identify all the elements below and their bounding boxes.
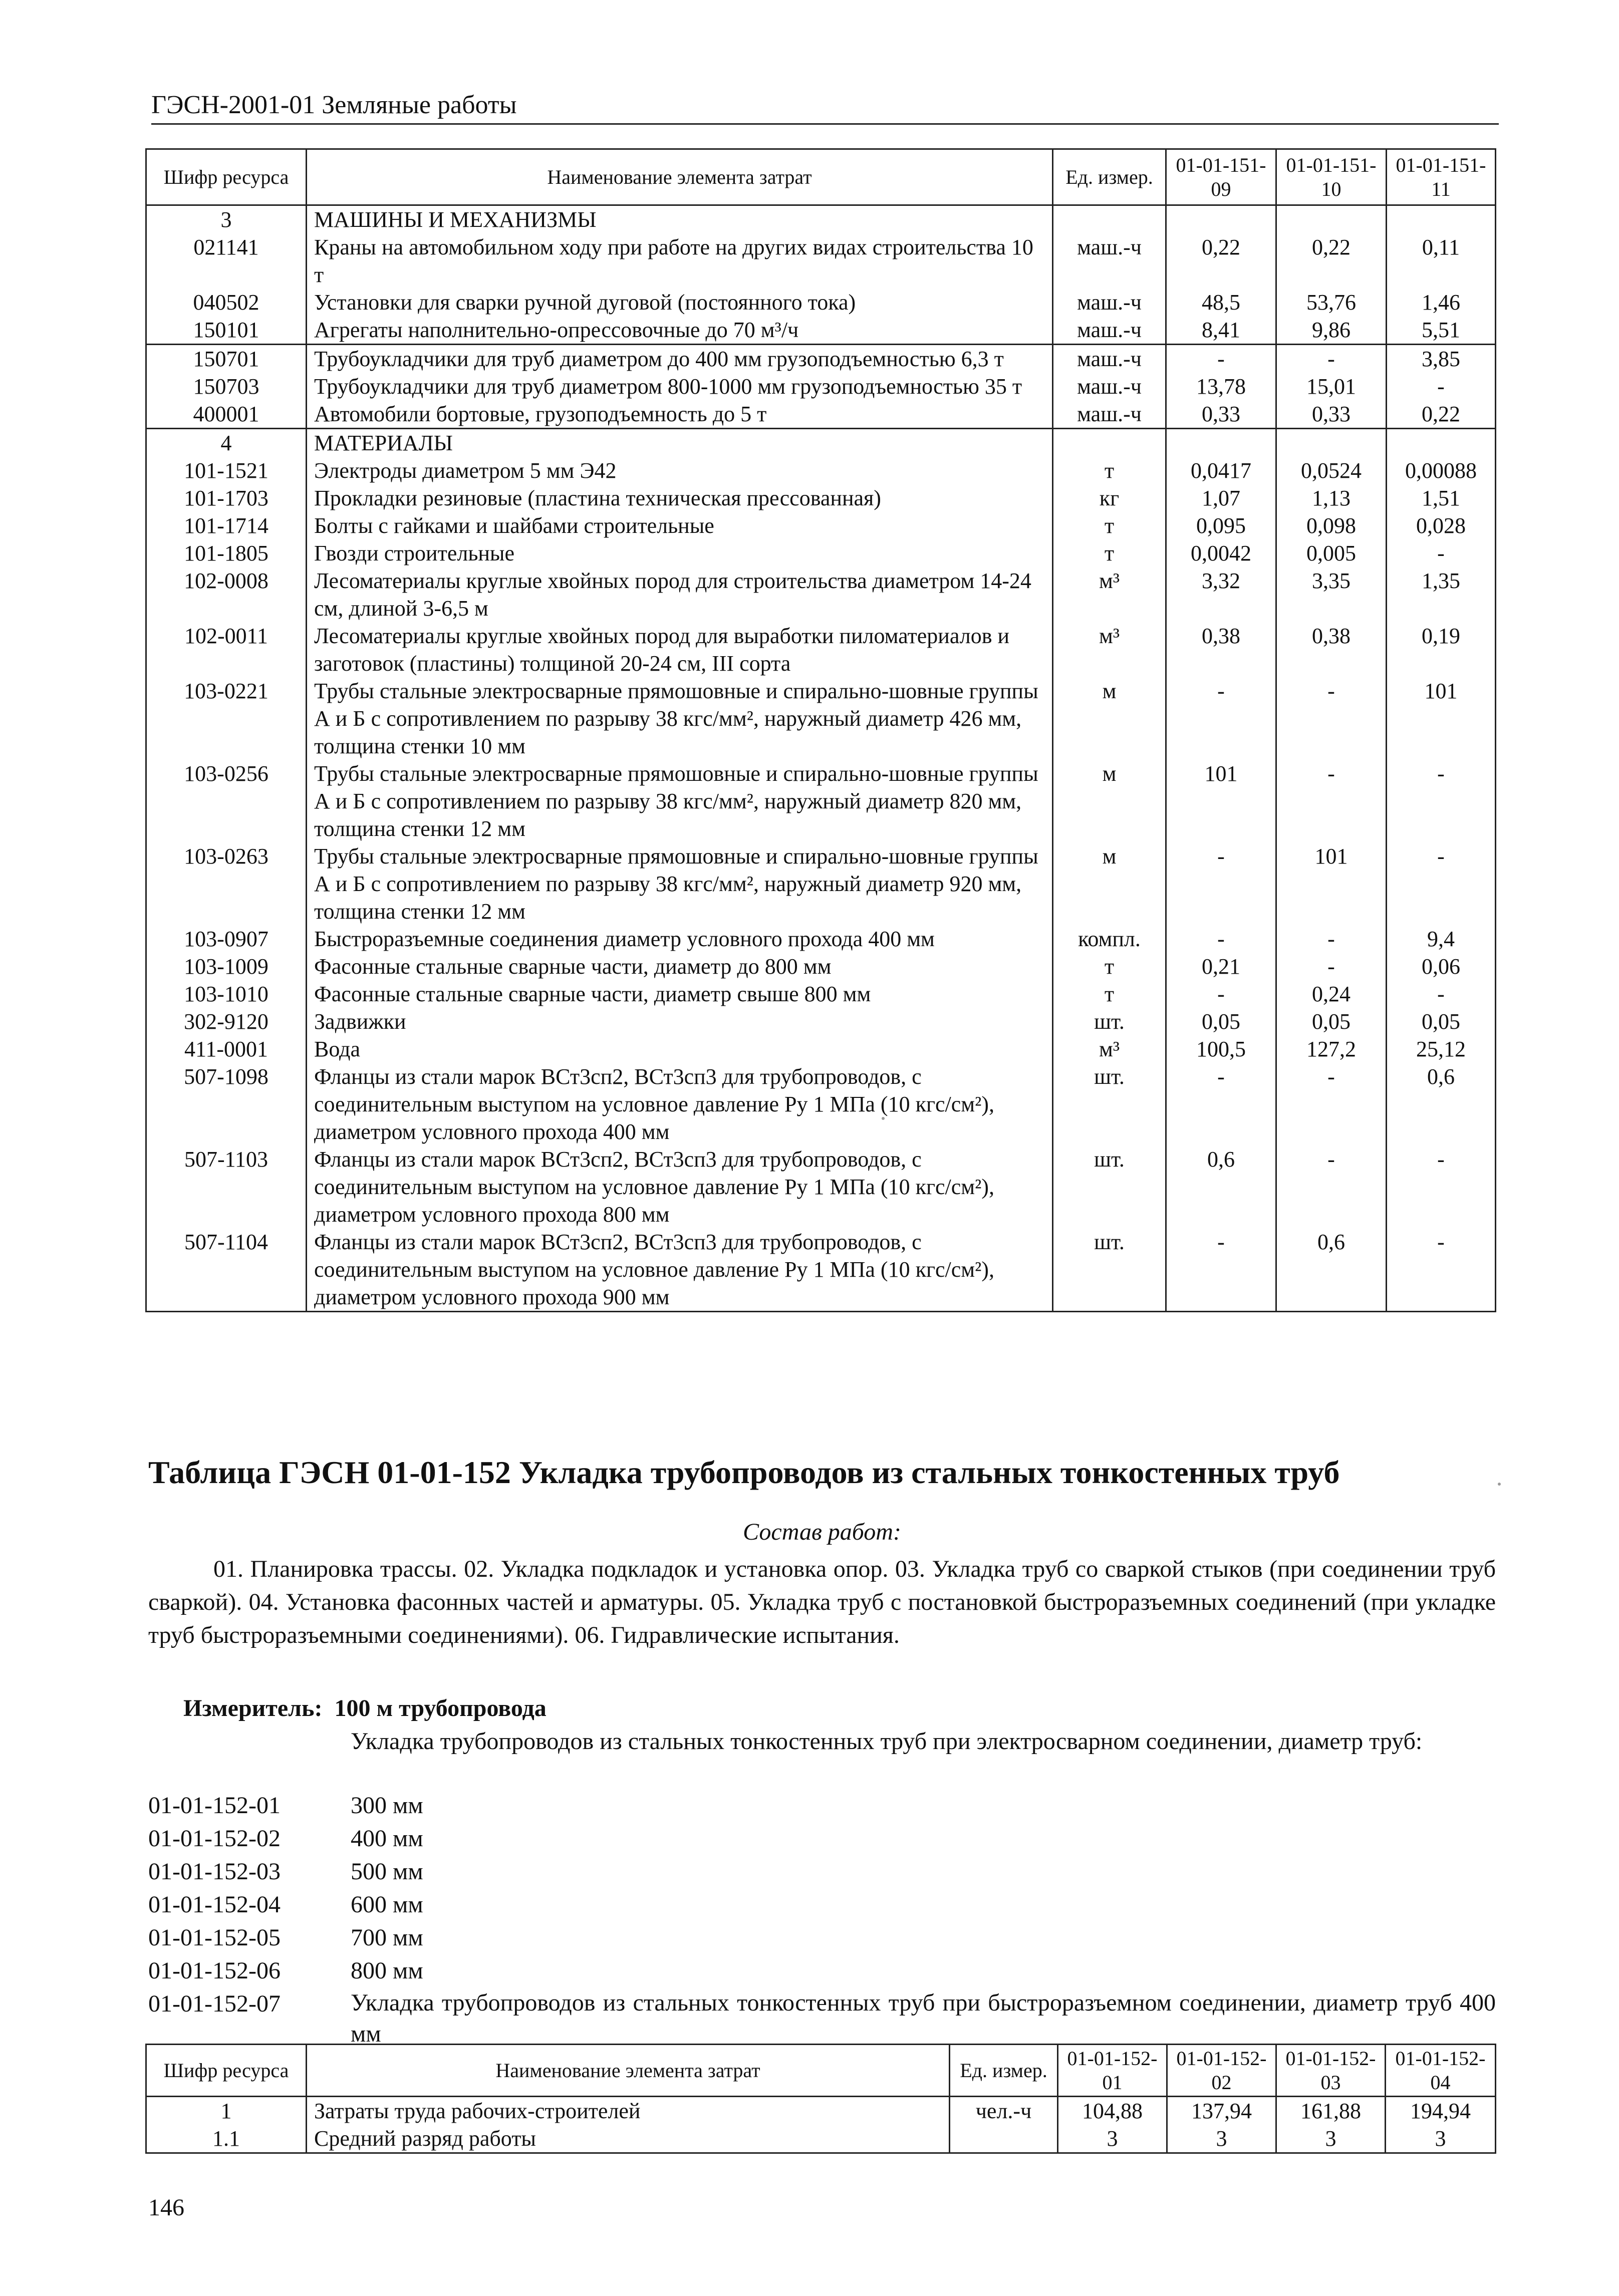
norm-code-item	[148, 1954, 423, 1987]
norm-value: 3	[1386, 2125, 1496, 2153]
unit: маш.-ч	[1053, 400, 1166, 429]
unit: шт.	[1053, 1063, 1166, 1145]
empty-cell	[1053, 205, 1166, 234]
norm-value: 9,86	[1276, 316, 1387, 345]
empty-cell	[1387, 429, 1496, 457]
norm-value: 3,85	[1387, 345, 1496, 373]
norm-value: 1,46	[1387, 289, 1496, 316]
norm-value: 25,12	[1387, 1035, 1496, 1063]
col-header-norm: 01-01-152-02	[1167, 2045, 1276, 2097]
pipe-diameter: 700 мм	[351, 1924, 423, 1951]
norm-value: 3	[1058, 2125, 1167, 2153]
norm-value: -	[1387, 842, 1496, 925]
norm-value: 0,24	[1276, 980, 1387, 1008]
meter-value: 100 м трубопровода	[334, 1695, 547, 1721]
norm-value: -	[1387, 373, 1496, 400]
norm-value: 101	[1166, 760, 1276, 842]
norm-value: -	[1387, 760, 1496, 842]
resource-code: 101-1703	[146, 484, 307, 512]
description-electrowelded: Укладка трубопроводов из стальных тонкостенных труб при электросварном соединении, диаметр труб:	[351, 1728, 1423, 1755]
norm-value: 1,35	[1387, 567, 1496, 622]
table-row	[146, 953, 1496, 980]
norm-code-list	[148, 1789, 423, 1987]
norm-value: 0,0042	[1166, 539, 1276, 567]
norm-code-item	[148, 1921, 423, 1954]
resource-code: 103-0907	[146, 925, 307, 953]
norm-code: 01-01-152-01	[148, 1792, 281, 1819]
norm-value: 0,19	[1387, 622, 1496, 677]
resource-name: Прокладки резиновые (пластина техническая прессованная)	[307, 484, 1053, 512]
table-row	[146, 760, 1496, 842]
resource-code: 103-0263	[146, 842, 307, 925]
table-body	[146, 2097, 1496, 2153]
empty-cell	[1166, 429, 1276, 457]
resource-name: Установки для сварки ручной дуговой (постоянного тока)	[307, 289, 1053, 316]
unit: т	[1053, 512, 1166, 539]
norm-value: -	[1166, 345, 1276, 373]
table-header	[146, 149, 1496, 205]
norm-value: 0,33	[1276, 400, 1387, 429]
norm-value: 0,6	[1166, 1145, 1276, 1228]
table-row	[146, 539, 1496, 567]
table-row	[146, 233, 1496, 289]
norm-value: 101	[1387, 677, 1496, 760]
table-row	[146, 677, 1496, 760]
table-row	[146, 400, 1496, 429]
norm-value: 3	[1167, 2125, 1276, 2153]
norm-value: 1,07	[1166, 484, 1276, 512]
meter-line	[183, 1693, 547, 1724]
norm-value: 5,51	[1387, 316, 1496, 345]
resource-name: Автомобили бортовые, грузоподъемность до 5 т	[307, 400, 1053, 429]
norm-value: 0,095	[1166, 512, 1276, 539]
running-header: ГЭСН-2001-01 Земляные работы	[151, 89, 1499, 125]
norm-value: -	[1276, 1145, 1387, 1228]
norm-code: 01-01-152-03	[148, 1858, 281, 1885]
norm-value: 0,22	[1276, 233, 1387, 289]
table-row	[146, 512, 1496, 539]
unit: м³	[1053, 1035, 1166, 1063]
norm-value: 0,38	[1276, 622, 1387, 677]
table-row	[146, 1008, 1496, 1035]
section-title: МАШИНЫ И МЕХАНИЗМЫ	[307, 205, 1053, 234]
resource-name: Затраты труда рабочих-строителей	[307, 2097, 950, 2125]
resource-name: Трубоукладчики для труб диаметром 800-1000 мм грузоподъемностью 35 т	[307, 373, 1053, 400]
resource-name: Трубы стальные электросварные прямошовные и спирально-шовные группы А и Б с сопротивлением по разрыву 38 кгс/мм², наружный диаметр 820 мм, толщина стенки 12 мм	[307, 760, 1053, 842]
resource-name: Задвижки	[307, 1008, 1053, 1035]
empty-cell	[1276, 429, 1387, 457]
norm-value: 3,35	[1276, 567, 1387, 622]
table-title: Таблица ГЭСН 01-01-152 Укладка трубопроводов из стальных тонкостенных труб	[148, 1455, 1340, 1490]
col-header-code: Шифр ресурса	[146, 2045, 307, 2097]
resource-code: 1	[146, 2097, 307, 2125]
resource-name: Фасонные стальные сварные части, диаметр свыше 800 мм	[307, 980, 1053, 1008]
pipe-diameter: 500 мм	[351, 1858, 423, 1885]
resource-name: Гвозди строительные	[307, 539, 1053, 567]
norm-value: 0,22	[1387, 400, 1496, 429]
norm-value: 15,01	[1276, 373, 1387, 400]
unit: т	[1053, 980, 1166, 1008]
resource-name: Трубоукладчики для труб диаметром до 400 мм грузоподъемностью 6,3 т	[307, 345, 1053, 373]
norm-value: 0,005	[1276, 539, 1387, 567]
norm-value: 0,098	[1276, 512, 1387, 539]
col-header-norm: 01-01-152-04	[1386, 2045, 1496, 2097]
norm-value: -	[1387, 1228, 1496, 1312]
norm-value: 13,78	[1166, 373, 1276, 400]
composition-heading: Состав работ:	[743, 1519, 901, 1545]
norm-code-item	[148, 1855, 423, 1888]
resource-name: Трубы стальные электросварные прямошовные и спирально-шовные группы А и Б с сопротивлением по разрыву 38 кгс/мм², наружный диаметр 426 мм, толщина стенки 10 мм	[307, 677, 1053, 760]
norm-value: -	[1387, 539, 1496, 567]
resource-name: Трубы стальные электросварные прямошовные и спирально-шовные группы А и Б с сопротивлением по разрыву 38 кгс/мм², наружный диаметр 920 мм, толщина стенки 12 мм	[307, 842, 1053, 925]
norm-value: 0,05	[1276, 1008, 1387, 1035]
resource-name: Болты с гайками и шайбами строительные	[307, 512, 1053, 539]
meter-label: Измеритель:	[183, 1695, 323, 1721]
unit: компл.	[1053, 925, 1166, 953]
unit: т	[1053, 953, 1166, 980]
resource-name: Фланцы из стали марок ВСт3сп2, ВСт3сп3 для трубопроводов, с соединительным выступом на условное давление Ру 1 МПа (10 кгс/см²), диаметром условного прохода 900 мм	[307, 1228, 1053, 1312]
unit: м	[1053, 842, 1166, 925]
norm-code-item	[148, 1987, 351, 2021]
unit: м	[1053, 677, 1166, 760]
resource-name: Агрегаты наполнительно-опрессовочные до 70 м³/ч	[307, 316, 1053, 345]
table-row	[146, 373, 1496, 400]
table-row	[146, 1063, 1496, 1145]
resource-code: 507-1098	[146, 1063, 307, 1145]
resource-code: 040502	[146, 289, 307, 316]
unit: м³	[1053, 567, 1166, 622]
norm-value: 0,6	[1387, 1063, 1496, 1145]
norm-value: 0,05	[1387, 1008, 1496, 1035]
resource-code: 150101	[146, 316, 307, 345]
resource-code: 101-1805	[146, 539, 307, 567]
page-number: 146	[148, 2194, 184, 2221]
resource-table-151	[145, 148, 1496, 1312]
col-header-norm: 01-01-151-10	[1276, 149, 1387, 205]
col-header-name: Наименование элемента затрат	[307, 2045, 950, 2097]
resource-code: 102-0011	[146, 622, 307, 677]
norm-value: 48,5	[1166, 289, 1276, 316]
norm-code-item	[148, 1888, 423, 1921]
pipe-diameter: 300 мм	[351, 1792, 423, 1819]
section-title: МАТЕРИАЛЫ	[307, 429, 1053, 457]
resource-code: 101-1714	[146, 512, 307, 539]
unit: маш.-ч	[1053, 233, 1166, 289]
norm-value: 0,22	[1166, 233, 1276, 289]
norm-value: -	[1166, 677, 1276, 760]
norm-value: 104,88	[1058, 2097, 1167, 2125]
resource-code: 102-0008	[146, 567, 307, 622]
norm-value: -	[1166, 925, 1276, 953]
norm-value: 3,32	[1166, 567, 1276, 622]
col-header-norm: 01-01-152-03	[1276, 2045, 1386, 2097]
resource-name: Фланцы из стали марок ВСт3сп2, ВСт3сп3 для трубопроводов, с соединительным выступом на условное давление Ру 1 МПа (10 кгс/см²), диаметром условного прохода 800 мм	[307, 1145, 1053, 1228]
table-row	[146, 842, 1496, 925]
table-row	[146, 622, 1496, 677]
norm-value: -	[1166, 1063, 1276, 1145]
resource-name: Фланцы из стали марок ВСт3сп2, ВСт3сп3 для трубопроводов, с соединительным выступом на условное давление Ру 1 МПа (10 кгс/см²), диаметром условного прохода 400 мм	[307, 1063, 1053, 1145]
resource-code: 103-0256	[146, 760, 307, 842]
norm-value: 0,6	[1276, 1228, 1387, 1312]
norm-value: 0,05	[1166, 1008, 1276, 1035]
section-number: 4	[146, 429, 307, 457]
col-header-name: Наименование элемента затрат	[307, 149, 1053, 205]
scan-dot	[1498, 1483, 1501, 1486]
norm-value: -	[1166, 1228, 1276, 1312]
section-row	[146, 205, 1496, 234]
unit: т	[1053, 539, 1166, 567]
norm-value: -	[1387, 980, 1496, 1008]
norm-code: 01-01-152-02	[148, 1825, 281, 1852]
resource-code: 103-1009	[146, 953, 307, 980]
norm-value: -	[1276, 345, 1387, 373]
norm-value: 0,028	[1387, 512, 1496, 539]
resource-name: Быстроразъемные соединения диаметр условного прохода 400 мм	[307, 925, 1053, 953]
col-header-code: Шифр ресурса	[146, 149, 307, 205]
empty-cell	[1166, 205, 1276, 234]
unit: маш.-ч	[1053, 316, 1166, 345]
empty-cell	[1053, 429, 1166, 457]
norm-value: 0,33	[1166, 400, 1276, 429]
norm-value: 0,11	[1387, 233, 1496, 289]
table-row	[146, 316, 1496, 345]
norm-code-item	[148, 1822, 423, 1855]
norm-code: 01-01-152-07	[148, 1990, 281, 2017]
unit: шт.	[1053, 1008, 1166, 1035]
norm-value: -	[1276, 953, 1387, 980]
norm-code: 01-01-152-04	[148, 1891, 281, 1918]
col-header-unit: Ед. измер.	[950, 2045, 1058, 2097]
norm-value: -	[1276, 760, 1387, 842]
resource-name: Вода	[307, 1035, 1053, 1063]
col-header-unit: Ед. измер.	[1053, 149, 1166, 205]
resource-name: Фасонные стальные сварные части, диаметр до 800 мм	[307, 953, 1053, 980]
norm-value: 0,21	[1166, 953, 1276, 980]
norm-value: -	[1387, 1145, 1496, 1228]
table-row	[146, 2125, 1496, 2153]
norm-value: 8,41	[1166, 316, 1276, 345]
scan-dot	[882, 1117, 885, 1120]
table-header	[146, 2045, 1496, 2097]
unit: т	[1053, 457, 1166, 484]
resource-name: Средний разряд работы	[307, 2125, 950, 2153]
col-header-norm: 01-01-151-11	[1387, 149, 1496, 205]
resource-code: 507-1104	[146, 1228, 307, 1312]
resource-code: 411-0001	[146, 1035, 307, 1063]
resource-name: Лесоматериалы круглые хвойных пород для выработки пиломатериалов и заготовок (пластины) толщиной 20-24 см, III сорта	[307, 622, 1053, 677]
section-number: 3	[146, 205, 307, 234]
resource-code: 507-1103	[146, 1145, 307, 1228]
norm-code-item	[148, 1789, 423, 1822]
norm-value: 137,94	[1167, 2097, 1276, 2125]
norm-value: -	[1166, 980, 1276, 1008]
norm-value: 194,94	[1386, 2097, 1496, 2125]
norm-value: 0,0524	[1276, 457, 1387, 484]
unit	[950, 2125, 1058, 2153]
norm-value: 0,00088	[1387, 457, 1496, 484]
table-row	[146, 484, 1496, 512]
table-row	[146, 925, 1496, 953]
unit: маш.-ч	[1053, 373, 1166, 400]
norm-value: 101	[1276, 842, 1387, 925]
table-row	[146, 289, 1496, 316]
norm-value: 1,13	[1276, 484, 1387, 512]
norm-value: 161,88	[1276, 2097, 1386, 2125]
unit: кг	[1053, 484, 1166, 512]
resource-code: 103-0221	[146, 677, 307, 760]
unit: м³	[1053, 622, 1166, 677]
composition-text: 01. Планировка трассы. 02. Укладка подкладок и установка опор. 03. Укладка труб со сваркой стыков (при соединении труб сваркой). 04. Установка фасонных частей и арматуры. 05. Укладка труб с постановкой быстроразъемных соединений (при укладке труб быстроразъемными соединениями). 06. Гидравлические испытания.	[148, 1556, 1496, 1648]
unit: маш.-ч	[1053, 345, 1166, 373]
norm-value: 53,76	[1276, 289, 1387, 316]
table-row	[146, 457, 1496, 484]
section-row	[146, 429, 1496, 457]
norm-value: 3	[1276, 2125, 1386, 2153]
resource-code: 400001	[146, 400, 307, 429]
col-header-norm: 01-01-151-09	[1166, 149, 1276, 205]
table-body	[146, 205, 1496, 1312]
norm-value: 127,2	[1276, 1035, 1387, 1063]
resource-name: Краны на автомобильном ходу при работе на других видах строительства 10 т	[307, 233, 1053, 289]
resource-code: 103-1010	[146, 980, 307, 1008]
resource-table-152	[145, 2044, 1496, 2154]
norm-value: 100,5	[1166, 1035, 1276, 1063]
empty-cell	[1387, 205, 1496, 234]
table-row	[146, 1035, 1496, 1063]
resource-name: Электроды диаметром 5 мм Э42	[307, 457, 1053, 484]
unit: чел.-ч	[950, 2097, 1058, 2125]
norm-value: -	[1166, 842, 1276, 925]
pipe-diameter: 400 мм	[351, 1825, 423, 1852]
unit: шт.	[1053, 1145, 1166, 1228]
norm-value: 0,0417	[1166, 457, 1276, 484]
table-row	[146, 980, 1496, 1008]
description-quick-connect: Укладка трубопроводов из стальных тонкостенных труб при быстроразъемном соединении, диаметр труб 400 мм	[351, 1989, 1496, 2047]
resource-code: 302-9120	[146, 1008, 307, 1035]
table-row	[146, 345, 1496, 373]
unit: м	[1053, 760, 1166, 842]
norm-code: 01-01-152-05	[148, 1924, 281, 1951]
empty-cell	[1276, 205, 1387, 234]
unit: шт.	[1053, 1228, 1166, 1312]
norm-code: 01-01-152-06	[148, 1957, 281, 1984]
table-row	[146, 1228, 1496, 1312]
pipe-diameter: 600 мм	[351, 1891, 423, 1918]
resource-code: 021141	[146, 233, 307, 289]
table-row	[146, 567, 1496, 622]
norm-value: 0,06	[1387, 953, 1496, 980]
norm-value: -	[1276, 925, 1387, 953]
resource-code: 150701	[146, 345, 307, 373]
norm-value: 1,51	[1387, 484, 1496, 512]
resource-name: Лесоматериалы круглые хвойных пород для строительства диаметром 14-24 см, длиной 3-6,5 м	[307, 567, 1053, 622]
norm-value: 0,38	[1166, 622, 1276, 677]
table-row	[146, 1145, 1496, 1228]
resource-code: 1.1	[146, 2125, 307, 2153]
col-header-norm: 01-01-152-01	[1058, 2045, 1167, 2097]
unit: маш.-ч	[1053, 289, 1166, 316]
norm-value: -	[1276, 1063, 1387, 1145]
pipe-diameter: 800 мм	[351, 1957, 423, 1984]
norm-value: 9,4	[1387, 925, 1496, 953]
norm-value: -	[1276, 677, 1387, 760]
resource-code: 150703	[146, 373, 307, 400]
resource-code: 101-1521	[146, 457, 307, 484]
table-row	[146, 2097, 1496, 2125]
